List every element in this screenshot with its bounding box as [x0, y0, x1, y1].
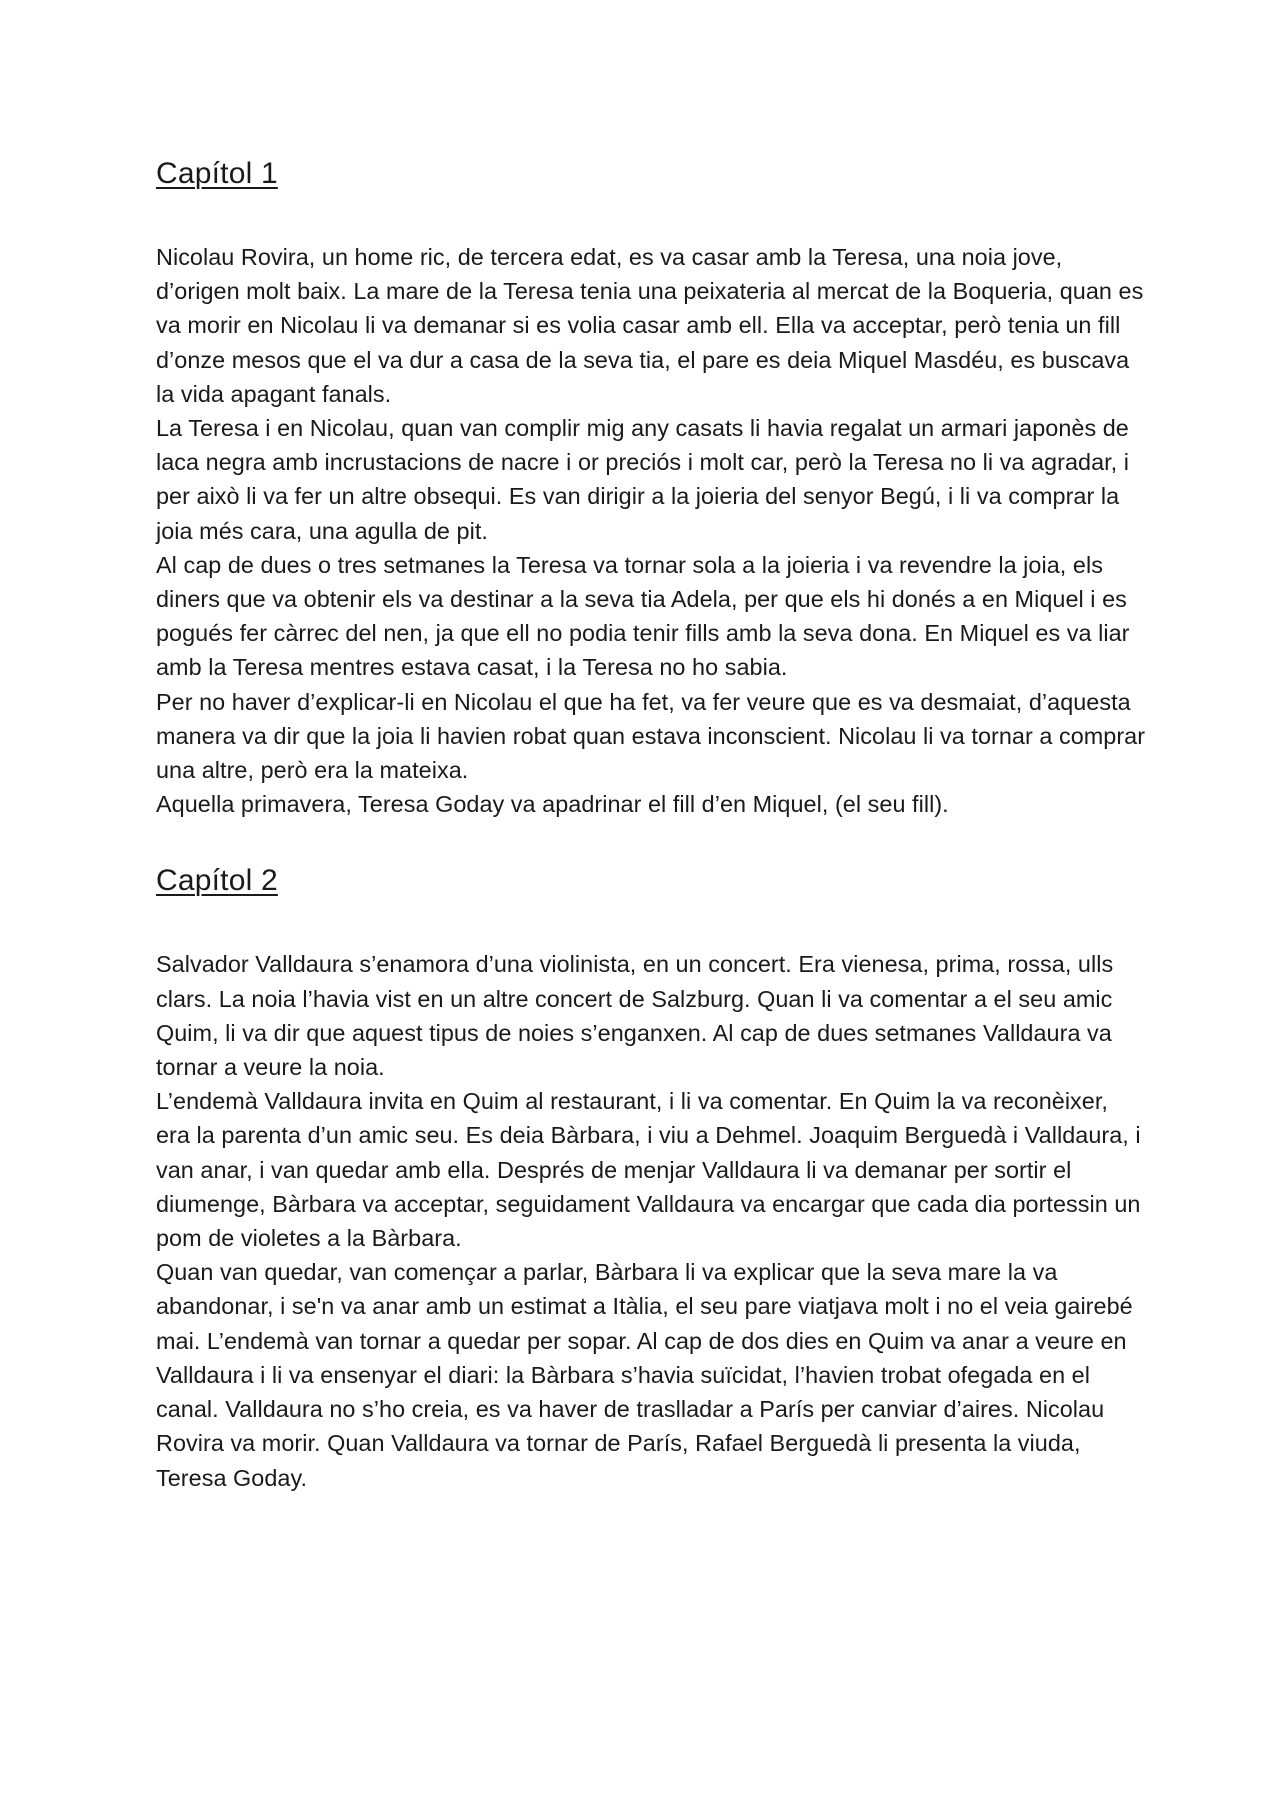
document-content: [156, 152, 1146, 1495]
chapter-body: [156, 947, 1146, 1494]
paragraph: Salvador Valldaura s’enamora d’una violinista, en un concert. Era vienesa, prima, rossa, ulls clars. La noia l’havia vist en un altre concert de Salzburg. Quan li va comentar a el seu amic Quim, li va dir que aquest tipus de noies s’enganxen. Al cap de dues setmanes Valldaura va tornar a veure la noia.: [156, 951, 1114, 1081]
paragraph: Per no haver d’explicar-li en Nicolau el que ha fet, va fer veure que es va desmaiat, d’aquesta manera va dir que la joia li havien robat quan estava inconscient. Nicolau li va tornar a comprar una altre, però era la mateixa.: [156, 688, 1146, 784]
chapter-title: Capítol 1: [156, 157, 278, 190]
chapter-title: Capítol 2: [156, 864, 278, 898]
paragraph: Al cap de dues o tres setmanes la Teresa va tornar sola a la joieria i va revendre la joia, els diners que va obtenir els va destinar a la seva tia Adela, per que els hi donés a en Miquel i es pogués fer càrrec del nen, ja que ell no podia tenir fills amb la seva dona. En Miquel es va liar amb la Teresa mentres estava casat, i la Teresa no ho sabia.: [156, 551, 1130, 681]
paragraph: Nicolau Rovira, un home ric, de tercera edat, es va casar amb la Teresa, una noia jove, d’origen molt baix. La mare de la Teresa tenia una peixateria al mercat de la Boqueria, quan es va morir en Nicolau li va demanar si es volia casar amb ell. Ella va acceptar, però tenia un fill d’onze mesos que el va dur a casa de la seva tia, el pare es deia Miquel Masdéu, es buscava la vida apagant fanals.: [156, 244, 1144, 407]
paragraph: Quan van quedar, van començar a parlar, Bàrbara li va explicar que la seva mare la va abandonar, i se'n va anar amb un estimat a Itàlia, el seu pare viatjava molt i no el veia gairebé mai. L’endemà van tornar a quedar per sopar. Al cap de dos dies en Quim va anar a veure en Valldaura i li va ensenyar el diari: la Bàrbara s’havia suïcidat, l’havien trobat ofegada en el canal. Valldaura no s’ho creia, es va haver de traslladar a París per canviar d’aires. Nicolau Rovira va morir. Quan Valldaura va tornar de París, Rafael Berguedà li presenta la viuda, Teresa Goday.: [156, 1259, 1133, 1491]
chapter-1: [156, 152, 1146, 821]
paragraph: Aquella primavera, Teresa Goday va apadrinar el fill d’en Miquel, (el seu fill).: [156, 791, 949, 818]
chapter-body: [156, 240, 1146, 821]
paragraph: La Teresa i en Nicolau, quan van complir mig any casats li havia regalat un armari japonès de laca negra amb incrustacions de nacre i or preciós i molt car, però la Teresa no li va agradar, i per això li va fer un altre obsequi. Es van dirigir a la joieria del senyor Begú, i li va comprar la joia més cara, una agulla de pit.: [156, 415, 1130, 544]
paragraph: L’endemà Valldaura invita en Quim al restaurant, i li va comentar. En Quim la va reconèixer, era la parenta d’un amic seu. Es deia Bàrbara, i viu a Dehmel. Joaquim Berguedà i Valldaura, i van anar, i van quedar amb ella. Després de menjar Valldaura li va demanar per sortir el diumenge, Bàrbara va acceptar, seguidament Valldaura va encargar que cada dia portessin un pom de violetes a la Bàrbara.: [156, 1088, 1141, 1252]
chapter-2: [156, 859, 1146, 1494]
